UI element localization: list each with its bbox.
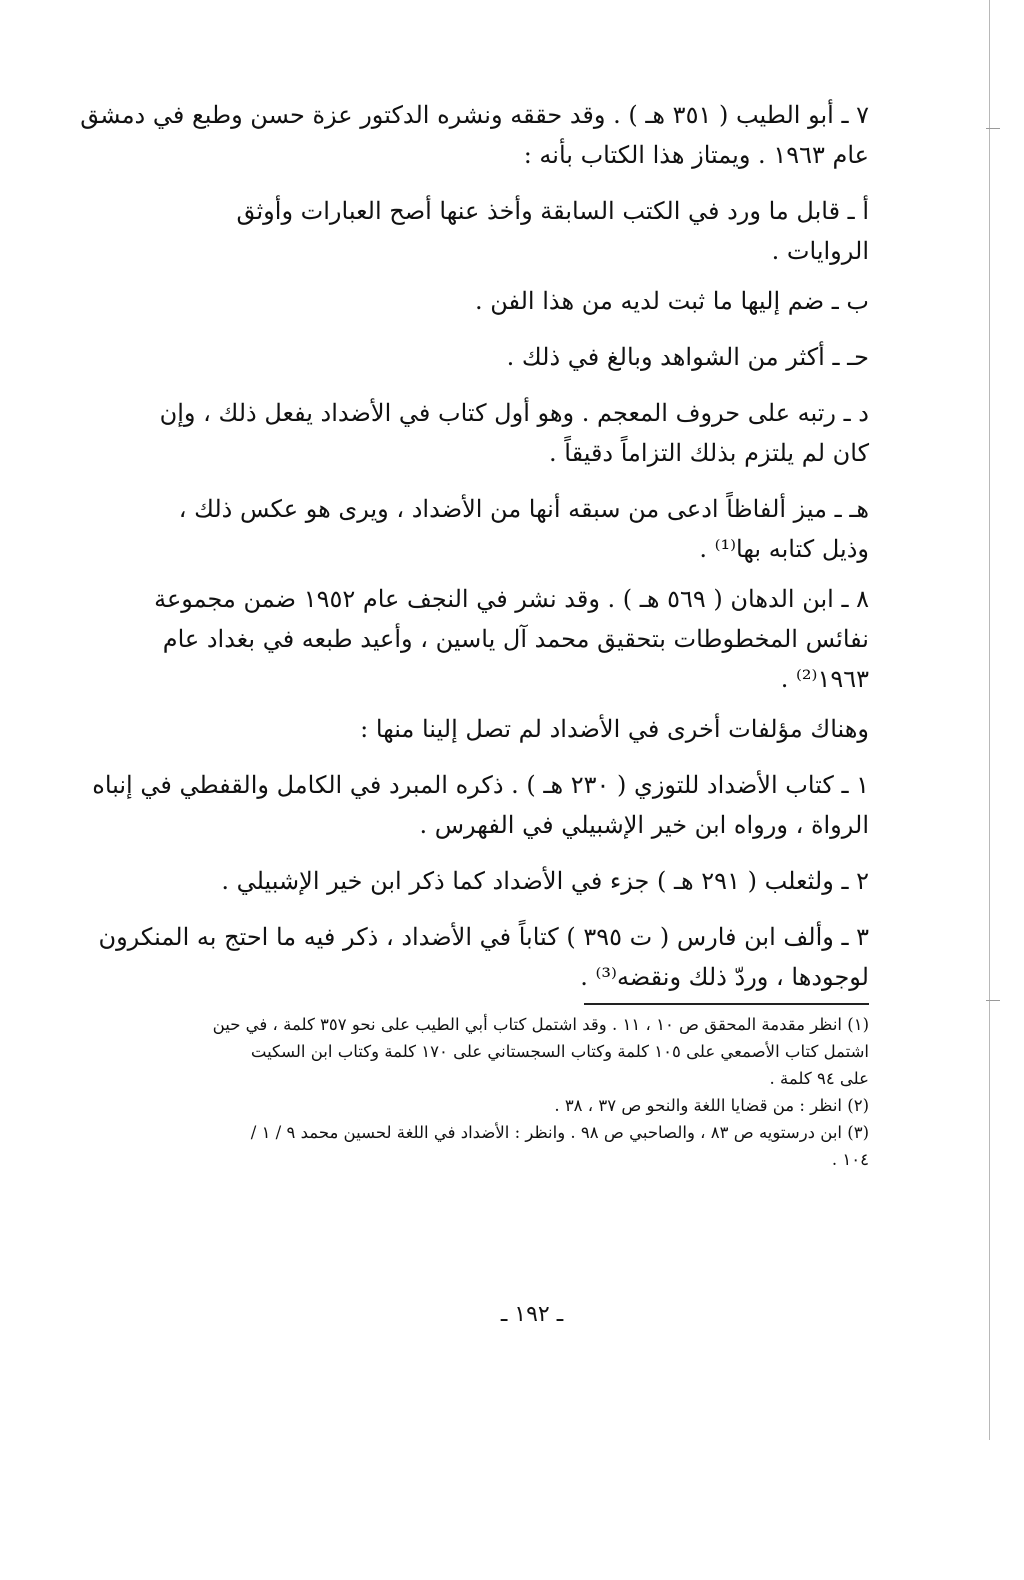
footnote-2 [154,1092,869,1119]
footnote-1 [154,1011,869,1092]
text-line: ٣ ـ وألف ابن فارس ( ت ٣٩٥ ) كتاباً في الأضداد ، ذكر فيه ما احتج به المنكرون [98,923,869,951]
text-line: الرواة ، ورواه ابن خير الإشبيلي في الفهرس . [419,811,869,839]
scan-edge-mark [986,128,1000,129]
text-line: ٨ ـ ابن الدهان ( ٥٦٩ هـ ) . وقد نشر في النجف عام ١٩٥٢ ضمن مجموعة [154,585,869,613]
paragraph-item-7-d [154,393,869,473]
paragraph-item-7 [80,95,869,175]
footnote-line: (٢) انظر : من قضايا اللغة والنحو ص ٣٧ ، ٣٨ . [554,1096,869,1115]
text-line: كان لم يلتزم بذلك التزاماً دقيقاً . [549,439,869,467]
page-number: ـ ١٩٢ ـ [500,1302,564,1327]
text-line: لوجودها ، وردّ ذلك ونقضه⁽³⁾ . [580,963,869,991]
text-line: نفائس المخطوطات بتحقيق محمد آل ياسين ، وأعيد طبعه في بغداد عام [162,625,869,653]
text-line: عام ١٩٦٣ . ويمتاز هذا الكتاب بأنه : [523,141,869,169]
paragraph-lost-1 [92,765,869,845]
footnote-line: (١) انظر مقدمة المحقق ص ١٠ ، ١١ . وقد اشتمل كتاب أبي الطيب على نحو ٣٥٧ كلمة ، في حين [212,1015,869,1034]
text-line: ب ـ ضم إليها ما ثبت لديه من هذا الفن . [474,287,869,315]
paragraph-item-7-e [154,489,869,569]
page-content [80,95,869,1173]
paragraph-item-8 [154,579,869,699]
footnote-line: اشتمل كتاب الأصمعي على ١٠٥ كلمة وكتاب السجستاني على ١٧٠ كلمة وكتاب ابن السكيت [250,1042,869,1061]
text-line: هـ ـ ميز ألفاظاً ادعى من سبقه أنها من الأضداد ، ويرى هو عكس ذلك ، [178,495,869,523]
scan-edge-mark [986,1000,1000,1001]
paragraph-item-7-a [154,191,869,271]
page-number-container [0,1302,1024,1327]
text-line: حـ ـ أكثر من الشواهد وبالغ في ذلك . [506,343,869,371]
footnote-separator [584,1003,869,1005]
text-line: ١٩٦٣⁽²⁾ . [780,665,869,693]
text-line: د ـ رتبه على حروف المعجم . وهو أول كتاب في الأضداد يفعل ذلك ، وإن [159,399,869,427]
paragraph-lost-3 [98,917,869,997]
paragraph-item-7-c [154,337,869,377]
footnote-line: ١٠٤ . [831,1150,869,1169]
text-line: ١ ـ كتاب الأضداد للتوزي ( ٢٣٠ هـ ) . ذكره المبرد في الكامل والقفطي في إنباه [92,771,869,799]
footnote-line: (٣) ابن درستويه ص ٨٣ ، والصاحبي ص ٩٨ . وانظر : الأضداد في اللغة لحسين محمد ٩ / ١ / [250,1123,869,1142]
paragraph-lost-2 [154,861,869,901]
text-line: أ ـ قابل ما ورد في الكتب السابقة وأخذ عنها أصح العبارات وأوثق [236,197,869,225]
footnote-3 [154,1119,869,1173]
paragraph-item-7-b [154,281,869,321]
text-line: وذيل كتابه بها⁽¹⁾ . [699,535,869,563]
text-line: الروايات . [771,237,869,265]
text-line: ٢ ـ ولثعلب ( ٢٩١ هـ ) جزء في الأضداد كما ذكر ابن خير الإشبيلي . [221,867,869,895]
scan-edge-line [989,0,990,1440]
footnote-line: على ٩٤ كلمة . [769,1069,869,1088]
paragraph-intro-lost-works [154,709,869,749]
text-line: وهناك مؤلفات أخرى في الأضداد لم تصل إلينا منها : [360,715,869,743]
text-line: ٧ ـ أبو الطيب ( ٣٥١ هـ ) . وقد حققه ونشره الدكتور عزة حسن وطبع في دمشق [80,101,869,129]
